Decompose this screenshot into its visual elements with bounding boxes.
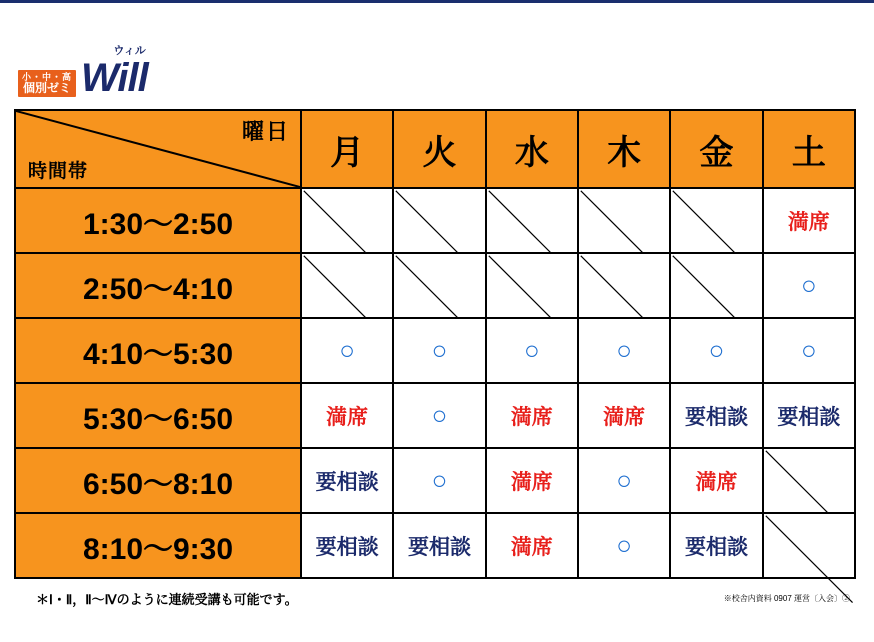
slot-cell-manseki[interactable]	[486, 513, 578, 578]
slot-cell-diag[interactable]	[670, 253, 762, 318]
slot-cell-diag[interactable]	[763, 513, 855, 578]
logo-wordmark-text: Will	[81, 56, 148, 100]
slot-status-manseki: 満席	[695, 470, 738, 494]
slot-status-maru: ○	[339, 335, 356, 365]
slot-cell-manseki[interactable]	[301, 383, 393, 448]
logo-badge	[18, 70, 76, 97]
slot-cell-diag[interactable]	[486, 253, 578, 318]
slot-status-maru: ○	[616, 530, 632, 560]
time-slot-label: 8:10〜9:30	[15, 513, 301, 578]
slot-cell-sodan[interactable]	[393, 513, 485, 578]
slot-status-maru: ○	[616, 465, 632, 495]
slot-cell-maru[interactable]	[393, 448, 485, 513]
table-row	[15, 513, 855, 578]
logo-badge-bottom: 個別ゼミ	[23, 81, 72, 96]
day-header-5: 金	[670, 110, 762, 188]
slot-cell-maru[interactable]	[763, 253, 855, 318]
corner-header-cell	[15, 110, 301, 188]
table-header-row	[15, 110, 855, 188]
slot-status-manseki: 満席	[510, 405, 553, 429]
slot-cell-diag[interactable]	[393, 253, 485, 318]
slot-cell-maru[interactable]	[578, 513, 670, 578]
slot-cell-diag[interactable]	[670, 188, 762, 253]
time-slot-label: 4:10〜5:30	[15, 318, 301, 383]
day-header-1: 月	[301, 110, 393, 188]
table-row	[15, 188, 855, 253]
slot-cell-sodan[interactable]	[763, 383, 855, 448]
slot-cell-maru[interactable]	[393, 383, 485, 448]
slot-status-manseki: 満席	[510, 535, 553, 559]
slot-cell-diag[interactable]	[578, 253, 670, 318]
slot-cell-sodan[interactable]	[670, 513, 762, 578]
slot-status-sodan: 要相談	[315, 470, 379, 494]
slot-cell-manseki[interactable]	[578, 383, 670, 448]
slot-cell-diag[interactable]	[301, 188, 393, 253]
time-slot-label: 1:30〜2:50	[15, 188, 301, 253]
slot-cell-maru[interactable]	[670, 318, 762, 383]
slot-status-maru: ○	[616, 335, 632, 365]
slot-cell-diag[interactable]	[393, 188, 485, 253]
slot-cell-maru[interactable]	[301, 318, 393, 383]
slot-status-sodan: 要相談	[315, 535, 379, 559]
day-header-4: 木	[578, 110, 670, 188]
slot-cell-diag[interactable]	[486, 188, 578, 253]
slot-cell-diag[interactable]	[301, 253, 393, 318]
table-row	[15, 448, 855, 513]
slot-status-maru: ○	[431, 465, 448, 495]
logo-ruby: ウィル	[113, 45, 146, 57]
slot-cell-sodan[interactable]	[670, 383, 762, 448]
time-slot-label: 2:50〜4:10	[15, 253, 301, 318]
day-header-6: 土	[763, 110, 855, 188]
slot-cell-maru[interactable]	[393, 318, 485, 383]
table-row	[15, 318, 855, 383]
slot-status-maru: ○	[708, 335, 725, 365]
slot-status-sodan: 要相談	[777, 405, 841, 429]
footer-note: ＊Ⅰ・Ⅱ，Ⅱ〜Ⅳのように連続受講も可能です。	[36, 592, 298, 607]
slot-cell-manseki[interactable]	[486, 383, 578, 448]
brand-logo	[18, 45, 278, 100]
slot-status-maru: ○	[431, 400, 448, 430]
slot-status-sodan: 要相談	[684, 535, 748, 559]
time-slot-label: 5:30〜6:50	[15, 383, 301, 448]
table-row	[15, 253, 855, 318]
slot-status-sodan: 要相談	[407, 535, 471, 559]
footer-doc-ref: ※校舎内資料 0907 運営〔入会〕②	[723, 594, 850, 603]
slot-cell-maru[interactable]	[578, 318, 670, 383]
slot-status-maru: ○	[800, 270, 817, 300]
slot-cell-maru[interactable]	[578, 448, 670, 513]
corner-time-label: 時間帯	[28, 161, 89, 182]
schedule-table-wrap	[14, 109, 856, 579]
slot-cell-diag[interactable]	[578, 188, 670, 253]
slot-status-manseki: 満席	[510, 470, 553, 494]
day-header-3: 水	[486, 110, 578, 188]
corner-day-label: 曜日	[241, 119, 290, 144]
slot-cell-sodan[interactable]	[301, 513, 393, 578]
slot-status-sodan: 要相談	[684, 405, 748, 429]
slot-status-maru: ○	[523, 335, 540, 365]
slot-cell-manseki[interactable]	[763, 188, 855, 253]
slot-status-manseki: 満席	[603, 405, 646, 429]
time-slot-label: 6:50〜8:10	[15, 448, 301, 513]
slot-cell-manseki[interactable]	[486, 448, 578, 513]
slot-status-maru: ○	[800, 335, 817, 365]
logo-badge-top: 小・中・高	[22, 71, 73, 82]
slot-cell-maru[interactable]	[763, 318, 855, 383]
slot-cell-manseki[interactable]	[670, 448, 762, 513]
logo-wordmark	[81, 45, 148, 100]
table-row	[15, 383, 855, 448]
slot-status-manseki: 満席	[787, 210, 830, 234]
slot-status-manseki: 満席	[326, 405, 369, 429]
slot-cell-sodan[interactable]	[301, 448, 393, 513]
day-header-2: 火	[393, 110, 485, 188]
schedule-table	[14, 109, 856, 579]
slot-status-maru: ○	[431, 335, 448, 365]
diagonal-strike-icon	[764, 514, 854, 604]
slot-cell-diag[interactable]	[763, 448, 855, 513]
slot-cell-maru[interactable]	[486, 318, 578, 383]
